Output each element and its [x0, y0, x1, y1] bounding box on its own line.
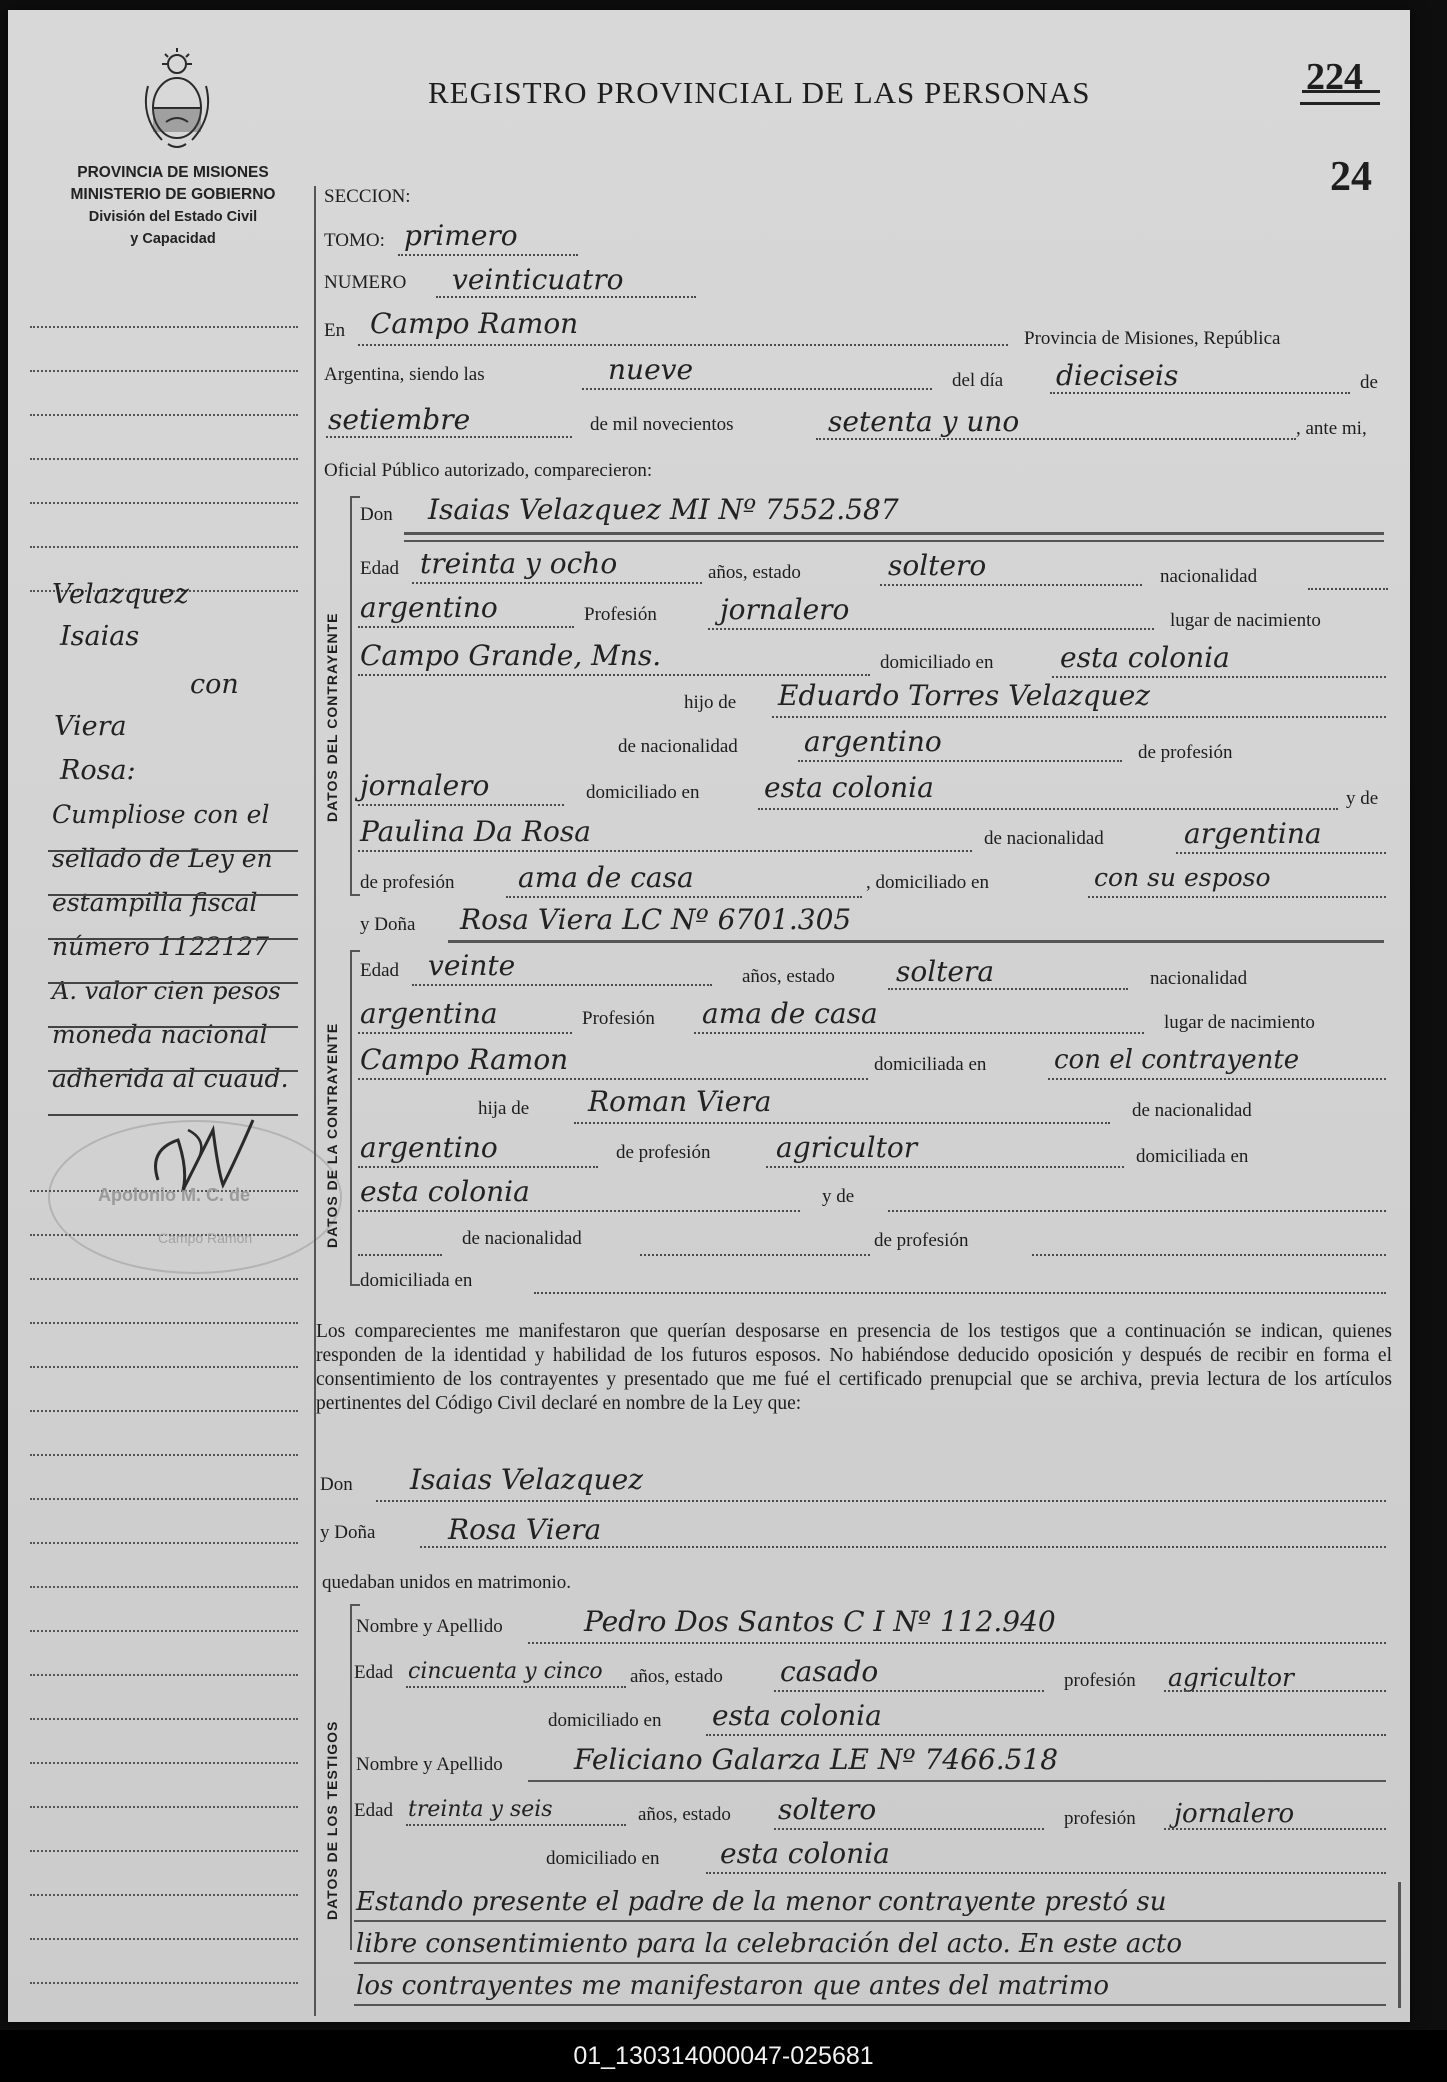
margin-note-line: A. valor cien pesos [52, 977, 281, 1005]
domicilio-value: con el contrayente [1054, 1045, 1300, 1075]
nacionalidad-value-line [358, 1032, 572, 1034]
lugar-nacimiento-line [358, 674, 870, 676]
nacionalidad-line [1308, 588, 1388, 590]
padre-nac-value: argentino [360, 1131, 498, 1164]
margin-note-underline [48, 938, 298, 940]
section-label-testigos: DATOS DE LOS TESTIGOS [324, 1720, 340, 1920]
note-right-rule [1398, 1882, 1401, 2008]
t1-domiciliado-label: domiciliado en [548, 1710, 662, 1731]
margin-note-underline [48, 982, 298, 984]
section-bracket [350, 496, 352, 896]
margin-line [30, 1586, 298, 1588]
margin-note-line: moneda nacional [52, 1020, 268, 1049]
padre-dom-value: esta colonia [764, 771, 934, 804]
madre-dom-line [1088, 896, 1386, 898]
margin-note-bride-name: Rosa: [60, 755, 136, 786]
office-capacity: y Capacidad [130, 231, 216, 247]
margin-line [30, 1542, 298, 1544]
margin-line [30, 1366, 298, 1368]
madre-dom-value: con su esposo [1094, 863, 1271, 892]
hijo-de-label: hijo de [684, 692, 737, 713]
profesion-label: Profesión [582, 1008, 655, 1029]
profesion-label: Profesión [584, 604, 657, 625]
margin-note-underline [48, 850, 298, 852]
margin-line [30, 1938, 298, 1940]
de-label: de [1360, 372, 1378, 393]
tomo-label: TOMO: [324, 230, 385, 251]
lugar-nacimiento-value: Campo Grande, Mns. [360, 639, 662, 672]
domicilio-value: esta colonia [1060, 641, 1230, 674]
margin-note-line: sellado de Ley en [52, 844, 273, 873]
madre-prof-line [506, 896, 862, 898]
edad-line [412, 582, 702, 584]
coat-of-arms-icon [136, 46, 218, 150]
section-bracket-top [350, 496, 360, 498]
decl-don-line [376, 1500, 1386, 1502]
madre-nac-line [640, 1254, 870, 1256]
t2-edad-line [406, 1824, 626, 1826]
t1-edad-label: Edad [354, 1662, 394, 1683]
padre-prof-line [766, 1166, 1124, 1168]
madre-prof-value: ama de casa [518, 861, 694, 894]
section-bracket-top [350, 950, 360, 952]
t2-edad-label: Edad [354, 1800, 394, 1821]
t1-profesion-label: profesión [1064, 1670, 1136, 1691]
t1-edad-line [406, 1686, 626, 1688]
estado-value: soltero [888, 549, 987, 582]
contrayenta-name-line [448, 940, 1384, 943]
edad-label: Edad [360, 558, 400, 579]
t1-domicilio-value: esta colonia [712, 1699, 882, 1732]
estado-value: soltera [896, 955, 995, 988]
t2-name: Feliciano Galarza LE Nº 7466.518 [574, 1743, 1059, 1776]
argentina-text: Argentina, siendo las [324, 364, 485, 385]
en-label: En [324, 320, 346, 341]
lugar-line [358, 344, 1008, 346]
section-bracket-top [350, 1604, 360, 1606]
strike-line [1300, 102, 1380, 105]
padre-prof-label: de profesión [616, 1142, 711, 1163]
padre-dom-label: domiciliada en [1136, 1146, 1249, 1167]
profesion-line [694, 1032, 1144, 1034]
hija-de-label: hija de [478, 1098, 530, 1119]
domiciliada-label: domiciliada en [874, 1054, 987, 1075]
decl-dona-label: y Doña [320, 1522, 376, 1543]
section-bracket-bottom [350, 894, 360, 896]
t2-estado-label: años, estado [638, 1804, 731, 1825]
office-ministry: MINISTERIO DE GOBIERNO [70, 186, 276, 203]
nacionalidad-label: nacionalidad [1150, 968, 1248, 989]
t2-edad-value: treinta y seis [408, 1797, 553, 1822]
mes-line [326, 436, 572, 438]
madre-dom-label: , domiciliado en [866, 872, 989, 893]
mes-value: setiembre [328, 403, 471, 436]
padre-prof-label: de profesión [1138, 742, 1233, 763]
edad-line [412, 984, 712, 986]
margin-line [30, 1850, 298, 1852]
tomo-value: primero [404, 219, 518, 252]
y-de-label: y de [1346, 788, 1379, 809]
nacionalidad-label: nacionalidad [1160, 566, 1258, 587]
madre-nac-label: de nacionalidad [984, 828, 1104, 849]
certificate-page [8, 10, 1410, 2022]
madre-nac-value: argentina [1184, 817, 1322, 850]
margin-line [30, 1718, 298, 1720]
page-number: 24 [1330, 154, 1372, 200]
note-line-1: Estando presente el padre de la menor contrayente prestó su [356, 1887, 1167, 1917]
profesion-value: jornalero [720, 593, 850, 626]
t1-profesion-value: agricultor [1168, 1663, 1295, 1692]
margin-line [30, 1498, 298, 1500]
unidos-text: quedaban unidos en matrimonio. [322, 1572, 572, 1593]
margin-note-underline [48, 1026, 298, 1028]
decl-don-label: Don [320, 1474, 353, 1495]
dia-value: dieciseis [1056, 359, 1179, 392]
decl-dona-value: Rosa Viera [448, 1513, 602, 1546]
margin-line [30, 326, 298, 328]
margin-line [30, 1322, 298, 1324]
lugar-nacimiento-label: lugar de nacimiento [1164, 1012, 1315, 1033]
margin-line [30, 1454, 298, 1456]
nacionalidad-value: argentino [360, 591, 498, 624]
hora-value: nueve [608, 353, 694, 386]
margin-signature-icon [138, 1110, 268, 1210]
numero-line [436, 296, 696, 298]
don-label: Don [360, 504, 393, 525]
domicilio-line [1048, 1078, 1386, 1080]
margin-line [30, 546, 298, 548]
t1-profesion-line [1164, 1690, 1386, 1692]
estado-line [880, 584, 1142, 586]
nacionalidad-value: argentina [360, 997, 498, 1030]
lugar-nacimiento-line [358, 1078, 868, 1080]
madre-nac-line [1176, 852, 1386, 854]
padre-nac-label: de nacionalidad [618, 736, 738, 757]
margin-line [30, 370, 298, 372]
provincia-text: Provincia de Misiones, República [1024, 328, 1281, 349]
note-underline [354, 1920, 1386, 1922]
stamp-text: Apolonio M. C. de [98, 1185, 250, 1205]
t2-estado-value: soltero [778, 1793, 877, 1826]
margin-line [30, 1630, 298, 1632]
margin-note-bride-surname: Viera [54, 711, 127, 742]
t1-name: Pedro Dos Santos C I Nº 112.940 [584, 1605, 1056, 1638]
page-number-crossed: 224 [1306, 56, 1363, 98]
margin-note-underline [48, 894, 298, 896]
t2-profesion-label: profesión [1064, 1808, 1136, 1829]
note-line-2: libre consentimiento para la celebración del acto. En este acto [356, 1929, 1183, 1959]
margin-note-line: número 1122127 [52, 932, 269, 961]
padre-value: Roman Viera [588, 1085, 772, 1118]
padre-dom-value: esta colonia [360, 1175, 530, 1208]
madre-prof-label: de profesión [874, 1230, 969, 1251]
padre-dom-label: domiciliado en [586, 782, 700, 803]
edad-value: veinte [428, 949, 516, 982]
anio-value: setenta y uno [828, 405, 1020, 438]
margin-note-line: adherida al cuaud. [52, 1064, 289, 1093]
note-underline [354, 1962, 1386, 1964]
section-bracket [350, 950, 352, 1286]
margin-line [30, 1762, 298, 1764]
numero-label: NUMERO [324, 272, 407, 293]
t1-edad-value: cincuenta y cinco [408, 1659, 603, 1684]
margin-line [30, 1982, 298, 1984]
margin-rule [314, 186, 316, 2016]
t1-name-line [528, 1642, 1386, 1644]
t2-domicilio-line [706, 1872, 1386, 1874]
t2-profesion-value: jornalero [1174, 1799, 1295, 1829]
document-title: REGISTRO PROVINCIAL DE LAS PERSONAS [428, 75, 1091, 110]
oficial-text: Oficial Público autorizado, comparecieron: [324, 460, 653, 481]
del-dia-label: del día [952, 370, 1004, 391]
section-bracket [350, 1604, 352, 1950]
note-underline [354, 2004, 1386, 2006]
padre-nac-line [798, 760, 1122, 762]
padre-dom-line [758, 808, 1338, 810]
margin-line [30, 1410, 298, 1412]
t2-estado-line [774, 1828, 1044, 1830]
seccion-label: SECCION: [324, 186, 411, 207]
t2-domicilio-value: esta colonia [720, 1837, 890, 1870]
margin-line [30, 1894, 298, 1896]
dia-line [1050, 392, 1350, 394]
stamp-subtext: Campo Ramon [158, 1230, 253, 1246]
estado-line [888, 988, 1128, 990]
domiciliado-label: domiciliado en [880, 652, 994, 673]
edad-label: Edad [360, 960, 400, 981]
dona-label: y Doña [360, 914, 416, 935]
t2-domiciliado-label: domiciliado en [546, 1848, 660, 1869]
madre-line [358, 850, 972, 852]
nacionalidad-value-line [358, 626, 574, 628]
section-bracket-bottom [350, 1284, 360, 1286]
madre-line [888, 1210, 1386, 1212]
madre-dom-label: domiciliada en [360, 1270, 473, 1291]
t1-estado-label: años, estado [630, 1666, 723, 1687]
declaration-paragraph: Los comparecientes me manifestaron que querían desposarse en presencia de los testigos que a continuación se indican, quienes responden de la identidad y habilidad de los futuros esposos. No habiéndose deducido oposición y después de recibir en forma el consentimiento de los contrayentes y presentado que me fué el certificado prenupcial que se archiva, previa lectura de los artículos pertinentes del Código Civil declaré en nombre de la Ley que: [316, 1321, 1392, 1414]
estado-label: años, estado [708, 562, 801, 583]
section-label-contrayenta: DATOS DE LA CONTRAYENTE [324, 1022, 340, 1248]
domicilio-line [1052, 676, 1386, 678]
margin-line [30, 502, 298, 504]
decl-dona-line [420, 1546, 1386, 1548]
margin-note-line: estampilla fiscal [52, 888, 258, 917]
estado-label: años, estado [742, 966, 835, 987]
t1-domicilio-line [706, 1734, 1386, 1736]
t2-name-line [528, 1780, 1386, 1782]
profesion-value: ama de casa [702, 997, 878, 1030]
padre-line [574, 1122, 1110, 1124]
contrayente-name: Isaias Velazquez MI Nº 7552.587 [428, 493, 899, 526]
note-line-3: los contrayentes me manifestaron que antes del matrimo [356, 1971, 1110, 2001]
margin-note-con: con [190, 669, 239, 700]
padre-prof-line [358, 804, 564, 806]
padre-nac-line [358, 1166, 598, 1168]
madre-blank-line [358, 1254, 442, 1256]
ante-mi-text: , ante mi, [1296, 418, 1367, 439]
padre-prof-value: agricultor [776, 1131, 918, 1164]
padre-nac-value: argentino [804, 725, 942, 758]
madre-prof-label: de profesión [360, 872, 455, 893]
lugar-value: Campo Ramon [370, 307, 579, 340]
padre-dom-line [358, 1210, 800, 1212]
profesion-line [708, 628, 1154, 630]
t2-nombre-label: Nombre y Apellido [356, 1754, 503, 1775]
numero-value: veinticuatro [452, 263, 624, 296]
madre-prof-line [1032, 1254, 1386, 1256]
padre-value: Eduardo Torres Velazquez [778, 679, 1151, 712]
t1-nombre-label: Nombre y Apellido [356, 1616, 503, 1637]
hora-line [582, 388, 932, 390]
decl-don-value: Isaias Velazquez [410, 1463, 643, 1496]
madre-nac-label: de nacionalidad [462, 1228, 582, 1249]
de-mil-label: de mil novecientos [590, 414, 734, 435]
margin-line [30, 1278, 298, 1280]
tomo-line [398, 254, 578, 256]
anio-line [816, 438, 1296, 440]
padre-line [772, 716, 1386, 718]
madre-value: Paulina Da Rosa [360, 815, 591, 848]
strike-line [1302, 90, 1380, 93]
margin-line [30, 1674, 298, 1676]
margin-note-surname: Velazquez [52, 579, 189, 610]
padre-prof-value: jornalero [360, 769, 490, 802]
file-id-footer: 01_130314000047-025681 [0, 2030, 1447, 2082]
office-division: División del Estado Civil [88, 209, 258, 225]
contrayente-name-line [404, 540, 1384, 542]
margin-line [30, 458, 298, 460]
contrayente-name-line [404, 532, 1384, 535]
margin-note-name: Isaias [60, 621, 140, 652]
margin-line [30, 414, 298, 416]
t1-estado-value: casado [780, 1655, 879, 1688]
t1-estado-line [774, 1690, 1044, 1692]
section-label-contrayente: DATOS DEL CONTRAYENTE [324, 612, 340, 822]
lugar-nacimiento-value: Campo Ramon [360, 1043, 569, 1076]
padre-nac-label: de nacionalidad [1132, 1100, 1252, 1121]
lugar-nacimiento-label: lugar de nacimiento [1170, 610, 1321, 631]
edad-value: treinta y ocho [420, 547, 618, 580]
y-de-label: y de [822, 1186, 855, 1207]
office-block [38, 162, 308, 250]
contrayenta-name: Rosa Viera LC Nº 6701.305 [460, 903, 852, 936]
t2-profesion-line [1164, 1828, 1386, 1830]
margin-note-line: Cumpliose con el [52, 800, 270, 829]
office-province: PROVINCIA DE MISIONES [77, 164, 269, 181]
margin-line [30, 1806, 298, 1808]
margin-note-underline [48, 1070, 298, 1072]
madre-dom-line [534, 1292, 1386, 1294]
